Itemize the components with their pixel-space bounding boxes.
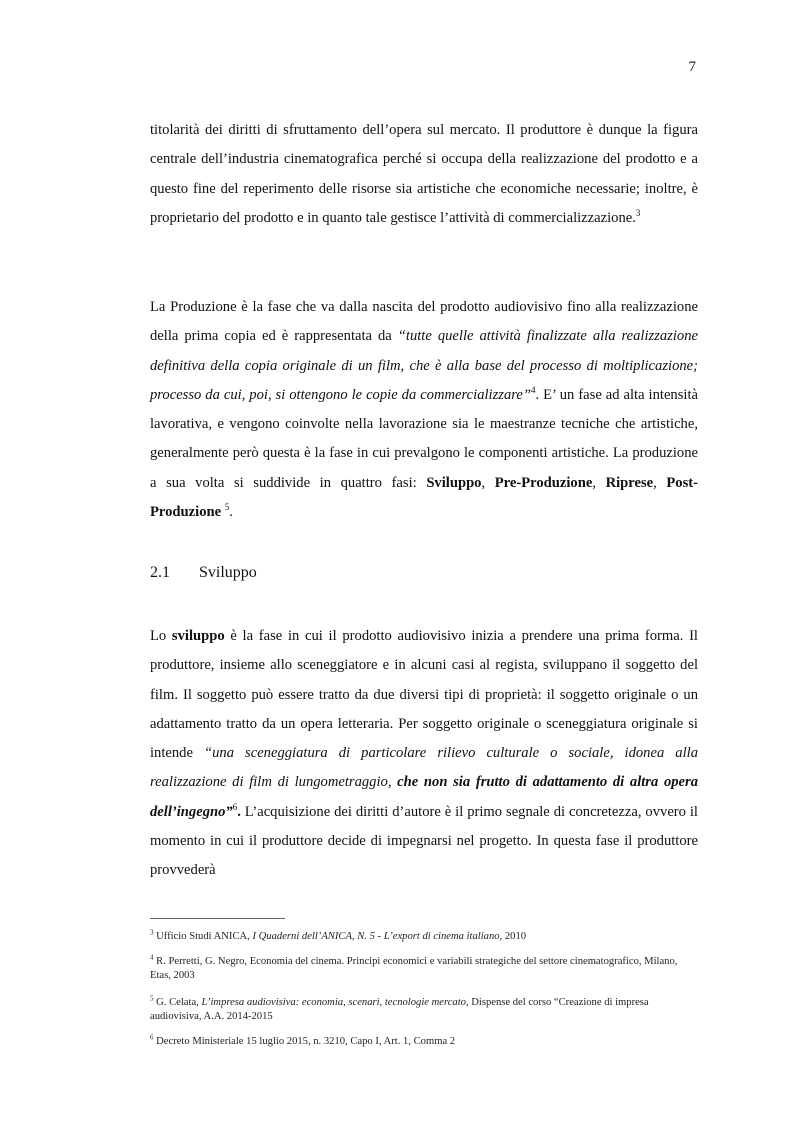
footnote-text: Ufficio Studi ANICA, [153, 931, 253, 942]
footnote-ref[interactable]: 6 [232, 801, 238, 812]
footnote-text: , 2010 [499, 931, 527, 942]
footnote-text: Decreto Ministeriale 15 luglio 2015, n. 3210, Capo I, Art. 1, Comma 2 [153, 1036, 456, 1047]
separator: , [653, 474, 667, 491]
phase-riprese: Riprese [605, 474, 654, 491]
phase-post-produzione: Post-Produzione [150, 474, 699, 521]
paragraph-production-phase [150, 293, 698, 527]
footnote-text: Dispense del corso “Creazione di impresa audiovisiva, A.A. 2014-2015 [150, 997, 649, 1022]
paragraph-text: L’acquisizione dei diritti d’autore è il primo segnale di concretezza, ovvero il momento in cui il produttore decide di impegnarsi nel progetto. In questa fase il produttore provvederà [150, 803, 698, 879]
footnote-number: 3 [150, 928, 154, 937]
paragraph-text: La Produzione è la fase che va dalla nascita del prodotto audiovisivo fino alla realizzazione della prima copia ed è rappresentata da [150, 299, 698, 345]
page-number: 7 [688, 59, 696, 75]
section-title: Sviluppo [199, 564, 257, 581]
footnote-ref[interactable]: 4 [531, 385, 536, 396]
quote-text-bold: che non sia frutto di adattamento di altra opera dell’ingegno” [150, 774, 699, 820]
section-heading [150, 563, 257, 583]
paragraph-text: è la fase in cui il prodotto audiovisivo inizia a prendere una prima forma. Il produttore, insieme allo sceneggiatore e in alcuni casi al regista, sviluppano il soggetto del film. Il soggetto può essere tratto da due diversi tipi di proprietà: il soggetto originale o un adattamento tratto da un opera letteraria. Per soggetto originale o sceneggiatura originale si intende [150, 628, 698, 762]
term-sviluppo: sviluppo [171, 628, 225, 644]
separator: . [229, 504, 233, 521]
footnote-number: 6 [150, 1033, 154, 1042]
phase-pre-produzione: Pre-Produzione [494, 474, 593, 491]
footnote-text: G. Celata, [153, 997, 202, 1008]
footnote-5 [150, 996, 698, 1024]
quote-text: “una sceneggiatura di particolare rilievo culturale o sociale, idonea alla realizzazione di film di lungometraggio, [150, 745, 698, 791]
footnote-ref[interactable]: 3 [635, 208, 641, 219]
separator: , [592, 474, 606, 491]
footnote-text: R. Perretti, G. Negro, Economia del cinema. Principi economici e variabili strategiche del settore cinematografico, Milano, Etas, 2003 [150, 956, 678, 981]
footnote-number: 4 [150, 953, 154, 962]
footnote-title: L’impresa audiovisiva: economia, scenari, tecnologie mercato, [201, 997, 469, 1008]
separator: . [237, 803, 241, 820]
footnote-3 [150, 930, 698, 944]
footnote-6 [150, 1035, 698, 1049]
footnote-ref[interactable]: 5 [224, 502, 230, 513]
section-number: 2.1 [150, 564, 170, 581]
footnote-4 [150, 955, 698, 983]
paragraph-sviluppo [150, 622, 698, 886]
footnote-separator [150, 918, 285, 919]
paragraph-text: titolarità dei diritti di sfruttamento dell’opera sul mercato. Il produttore è dunque la figura centrale dell’industria cinematografica perché si occupa della realizzazione del prodotto e a questo fine del reperimento delle risorse sia artistiche che economiche necessarie; inoltre, è proprietario del prodotto e in quanto tale gestisce l’attività di commercializzazione. [150, 122, 698, 226]
paragraph-text: . E’ un fase ad alta intensità lavorativa, e vengono coinvolte nella lavorazione sia le maestranze tecniche che artistiche, generalmente però questa è la fase in cui prevalgono le componenti artistiche. La produzione a sua volta si suddivide in quattro fasi: [150, 386, 698, 491]
footnote-title: I Quaderni dell’ANICA, N. 5 - L’export di cinema italiano [252, 931, 500, 942]
paragraph-text: Lo [150, 628, 172, 644]
separator: , [481, 474, 495, 491]
phase-sviluppo: Sviluppo [426, 474, 482, 491]
footnote-number: 5 [150, 994, 154, 1003]
quote-text: “tutte quelle attività finalizzate alla realizzazione definitiva della copia originale di un film, che è alla base del processo di moltiplicazione; processo da cui, poi, si ottengono le copie da commercializzare” [150, 328, 698, 403]
paragraph-producer-role [150, 116, 698, 233]
